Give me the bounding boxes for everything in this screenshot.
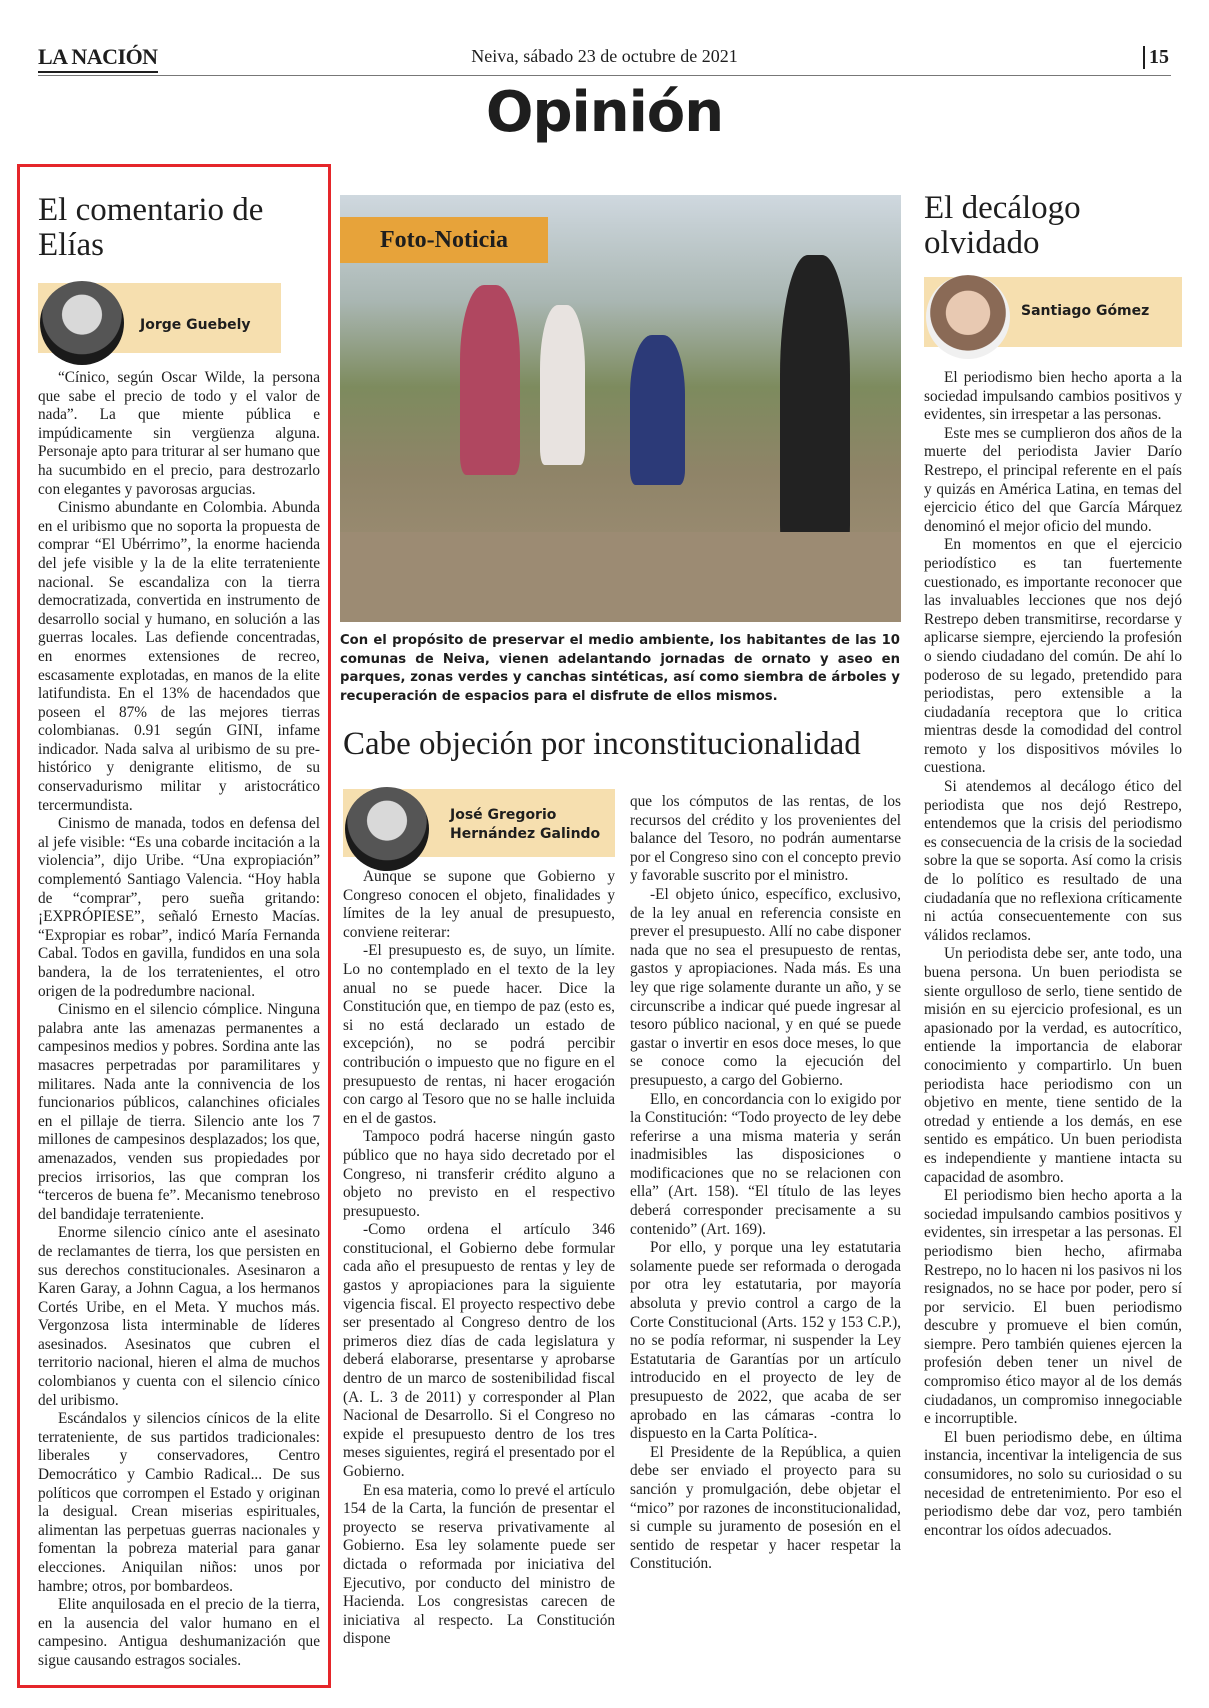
right-author-name: Santiago Gómez <box>1021 303 1150 319</box>
left-author-name: Jorge Guebely <box>140 317 251 333</box>
paragraph: Aunque se supone que Gobierno y Congreso conocen el objeto, finalidades y límites de la ley anual de presupuesto, conviene reiterar: <box>343 868 615 941</box>
paragraph: En esa materia, como lo prevé el artículo 154 de la Carta, la función de presentar el proyecto se reserva privativamente al Gobierno. Esa ley solamente puede ser dictada o reformada por iniciativa del Ejecutivo, por conducto del ministro de Hacienda. Los congresistas carecen de iniciativa al respecto. La Constitución dispone <box>343 1481 615 1648</box>
masthead: LA NACIÓN <box>38 44 158 73</box>
center-column-2 <box>630 793 901 1574</box>
paragraph: Cinismo en el silencio cómplice. Ninguna palabra ante las amenazas permanentes a campesinos medios y pobres. Sordina ante las masacres perpetradas por paramilitares y militares. Nada ante la connivencia de los funcionarios públicos, calanchines oficiales en el pillaje de tierra. Silencio ante los 7 millones de campesinos desplazados; los que, amenazados, venden sus propiedades por precios irrisorios, las que compran los “terceros de buena fe”. Mecanismo tenebroso del bandidaje terrateniente. <box>38 1001 320 1223</box>
author-photo <box>40 281 124 365</box>
paragraph: Cinismo abundante en Colombia. Abunda en el uribismo que no soporta la propuesta de comprar “El Ubérrimo”, la enorme hacienda del jefe visible y la de la elite terrateniente nacional. Se escandaliza con la tierra democratizada, convertida en instrumento de desarrollo social y humano, en solución a las guerras locales. Las defiende concentradas, en enormes extensiones de recreo, escasamente explotadas, en manos de la elite latifundista. En el 13% de hacendados que poseen el 87% de las mejores tierras colombianas. 0.91 según GINI, infame indicador. Nada salva al uribismo de su pre-histórico y denigrante elitismo, de su conservadurismo militar y aristocrático tercermundista. <box>38 499 320 814</box>
paragraph: Enorme silencio cínico ante el asesinato de reclamantes de tierra, los que persisten en sus derechos constitucionales. Asesinaron a Karen Garay, a Johnn Cagua, a los hermanos Cortés Uribe, en el Meta. Y muchos más. Vergonzosa lista interminable de líderes asesinados. Asesinatos que cubren el territorio nacional, hieren el alma de muchos colombianos y cuenta con el silencio cínico del uribismo. <box>38 1224 320 1409</box>
paragraph: El buen periodismo debe, en última instancia, incentivar la inteligencia de sus consumidores, no solo su curiosidad o su necesidad de entretenimiento. Por eso el periodismo debe dar voz, pero también encontrar los oídos adecuados. <box>924 1428 1182 1539</box>
paragraph: Escándalos y silencios cínicos de la elite terrateniente, de sus partidos tradicionales: liberales y conservadores, Centro Democrático y Cambio Radical... De sus políticos que corrompen el Estado y originan la desigual. Crean miserias espirituales, alimentan las perpetuas guerras nacionales y fomentan la pobreza material para ganar elecciones. Aniquilan niños: unos por hambre; otros, por bombardeos. <box>38 1410 320 1595</box>
center-byline <box>343 789 615 857</box>
left-column-body <box>38 369 320 1671</box>
paragraph: -El objeto único, específico, exclusivo, de la ley anual en referencia consiste en prever el presupuesto. Allí no cabe disponer nada que no sea el presupuesto de rentas, gastos y apropiaciones. Nada más. Es una ley que rige solamente durante un año, y se circunscribe a indicar qué puede ingresar al tesoro público nacional, y en qué se puede gastar o invertir en esos doce meses, lo que se conoce como la ejecución del presupuesto, a cargo del Gobierno. <box>630 885 901 1089</box>
paragraph: Por ello, y porque una ley estatutaria solamente puede ser reformada o derogada por otra ley estatutaria, por mayoría absoluta y previo control a cargo de la Corte Constitucional (Arts. 152 y 153 C.P.), no se podía reformar, ni suspender la Ley Estatutaria de Garantías por un artículo introducido en el proyecto de ley de presupuesto de 2022, que acaba de ser aprobado en las cámaras -contra lo dispuesto en la Carta Política-. <box>630 1239 901 1443</box>
left-column-title: El comentario de Elías <box>38 192 264 263</box>
paragraph: que los cómputos de las rentas, de los recursos del crédito y los provenientes del balance del Tesoro, no podrán aumentarse por el Congreso sino con el concepto previo y favorable suscrito por el ministro. <box>630 793 901 885</box>
center-column-1 <box>343 868 615 1649</box>
paragraph: -Como ordena el artículo 346 constitucional, el Gobierno debe formular cada año el presupuesto de rentas y ley de gastos y apropiaciones para la siguiente vigencia fiscal. El proyecto respectivo debe ser presentado al Congreso dentro de los primeros diez días de cada legislatura y deberá elaborarse, presentarse y aprobarse dentro de un marco de sostenibilidad fiscal (A. L. 3 de 2011) y corresponder al Plan Nacional de Desarrollo. Si el Congreso no expide el presupuesto dentro de los tres meses siguientes, regirá el presentado por el Gobierno. <box>343 1221 615 1480</box>
photo-caption: Con el propósito de preservar el medio ambiente, los habitantes de las 10 comunas de Neiva, vienen adelantando jornadas de ornato y aseo en parques, zonas verdes y canchas sintéticas, así como siembra de árboles y recuperación de espacios para el disfrute de ellos mismos. <box>340 633 900 704</box>
paragraph: Si atendemos al decálogo ético del periodista que nos dejó Restrepo, entendemos que la crisis del periodismo es consecuencia de la crisis de la sociedad sobre la que se soporta. Así como la crisis de lo político es resultado de una ciudadanía que no reflexiona críticamente ni actúa consecuentemente con sus válidos reclamos. <box>924 778 1182 944</box>
right-column-title: El decálogo olvidado <box>924 190 1081 261</box>
article-headline: Cabe objeción por inconstitucionalidad <box>343 726 861 762</box>
paragraph: Ello, en concordancia con lo exigido por la Constitución: “Todo proyecto de ley debe referirse a una misma materia y serán inadmisibles las disposiciones o modificaciones que no se relacionen con ella” (Art. 158). “El título de las leyes deberá corresponder precisamente a su contenido” (Art. 169). <box>630 1090 901 1238</box>
paragraph: “Cínico, según Oscar Wilde, la persona que sabe el precio de todo y el valor de nada”. La que miente pública e impúdicamente sin vergüenza alguna. Personaje apto para triturar al ser humano que ha sucumbido en el precio, para destrozarlo con elegantes y pavorosas argucias. <box>38 369 320 498</box>
paragraph: Cinismo de manada, todos en defensa del al jefe visible: “Es una cobarde incitación a la violencia”, dijo Uribe. “Una expropiación” complementó Santiago Valencia. “Hoy habla de “comprar”, pero sueña gritando: ¡EXPRÓPIESE”, señaló Ernesto Macías. “Expropiar es robar”, indicó María Fernanda Cabal. Todos en gavilla, fundidos en una sola bandera, la de los terratenientes, el otro origen de la podredumbre nacional. <box>38 815 320 1000</box>
right-column-body <box>924 369 1182 1540</box>
paragraph: El Presidente de la República, a quien debe ser enviado el proyecto para su sanción y promulgación, debe objetar el “mico” por razones de inconstitucionalidad, si cumple su juramento de posesión en el sentido de respetar y hacer respetar la Constitución. <box>630 1443 901 1573</box>
paragraph: El periodismo bien hecho aporta a la sociedad impulsando cambios positivos y evidentes, sin irrespetar a las personas. <box>924 369 1182 424</box>
photo-news-tag: Foto-Noticia <box>340 217 548 263</box>
author-photo <box>345 787 429 871</box>
section-title: Opinión <box>485 80 724 145</box>
author-photo <box>926 275 1010 359</box>
right-byline <box>924 277 1182 347</box>
paragraph: En momentos en que el ejercicio periodístico es tan fuertemente cuestionado, es importante reconocer que las invaluables lecciones que nos dejó Restrepo deben transmitirse, recordarse y aplicarse siempre, ejerciendo la profesión o siendo ciudadano del común. De ahí lo poderoso de su legado, pretendido para periodistas, pero extensible a la ciudadanía receptora que lo critica mientras desde la comodidad del control remoto y los dispositivos móviles lo cuestiona. <box>924 536 1182 777</box>
paragraph: -El presupuesto es, de suyo, un límite. Lo no contemplado en el texto de la ley anual no se puede hacer. Dice la Constitución que, en tiempo de paz (esto es, si no está declarado un estado de excepción), no se podrá percibir contribución o impuesto que no figure en el presupuesto de rentas, ni hacer erogación con cargo al Tesoro que no se halle incluida en el de gastos. <box>343 942 615 1127</box>
left-byline <box>38 283 281 353</box>
paragraph: Un periodista debe ser, ante todo, una buena persona. Un buen periodista se siente orgulloso de serlo, tiene sentido de misión en su ejercicio profesional, es un apasionado por la verdad, es autocrítico, entiende la importancia de elaborar conocimiento y compartirlo. Un buen periodista hace periodismo con un objetivo en mente, tiene sentido de la otredad y entiende a los demás, en ese sentido es empático. Un buen periodista es independiente y mantiene intacta su capacidad de asombro. <box>924 945 1182 1186</box>
dateline: Neiva, sábado 23 de octubre de 2021 <box>471 46 738 66</box>
paragraph: Tampoco podrá hacerse ningún gasto público que no haya sido decretado por el Congreso, ni transferir crédito alguno a objeto no previsto en el respectivo presupuesto. <box>343 1128 615 1220</box>
paragraph: Elite anquilosada en el precio de la tierra, en la ausencia del valor humano en el campesino. Antigua deshumanización que sigue causando estragos sociales. <box>38 1596 320 1669</box>
paragraph: El periodismo bien hecho aporta a la sociedad impulsando cambios positivos y evidentes, sin irrespetar a las personas. El periodismo bien hecho, afirmaba Restrepo, no lo hacen ni los pasivos ni los resignados, no se hace por poder, pero sí por servicio. El buen periodismo descubre y promueve el bien común, siempre. Pero también quienes ejercen la profesión deben tener un nivel de compromiso ético mayor al de los demás ciudadanos, un compromiso innegociable e incorruptible. <box>924 1187 1182 1428</box>
header-rule <box>38 75 1171 76</box>
paragraph: Este mes se cumplieron dos años de la muerte del periodista Javier Darío Restrepo, el principal referente en el país y quizás en América Latina, en temas del ejercicio ético del que García Márquez denominó el mejor oficio del mundo. <box>924 424 1182 535</box>
center-author-name: José Gregorio Hernández Galindo <box>450 807 601 842</box>
page-number: 15 <box>1143 46 1169 69</box>
